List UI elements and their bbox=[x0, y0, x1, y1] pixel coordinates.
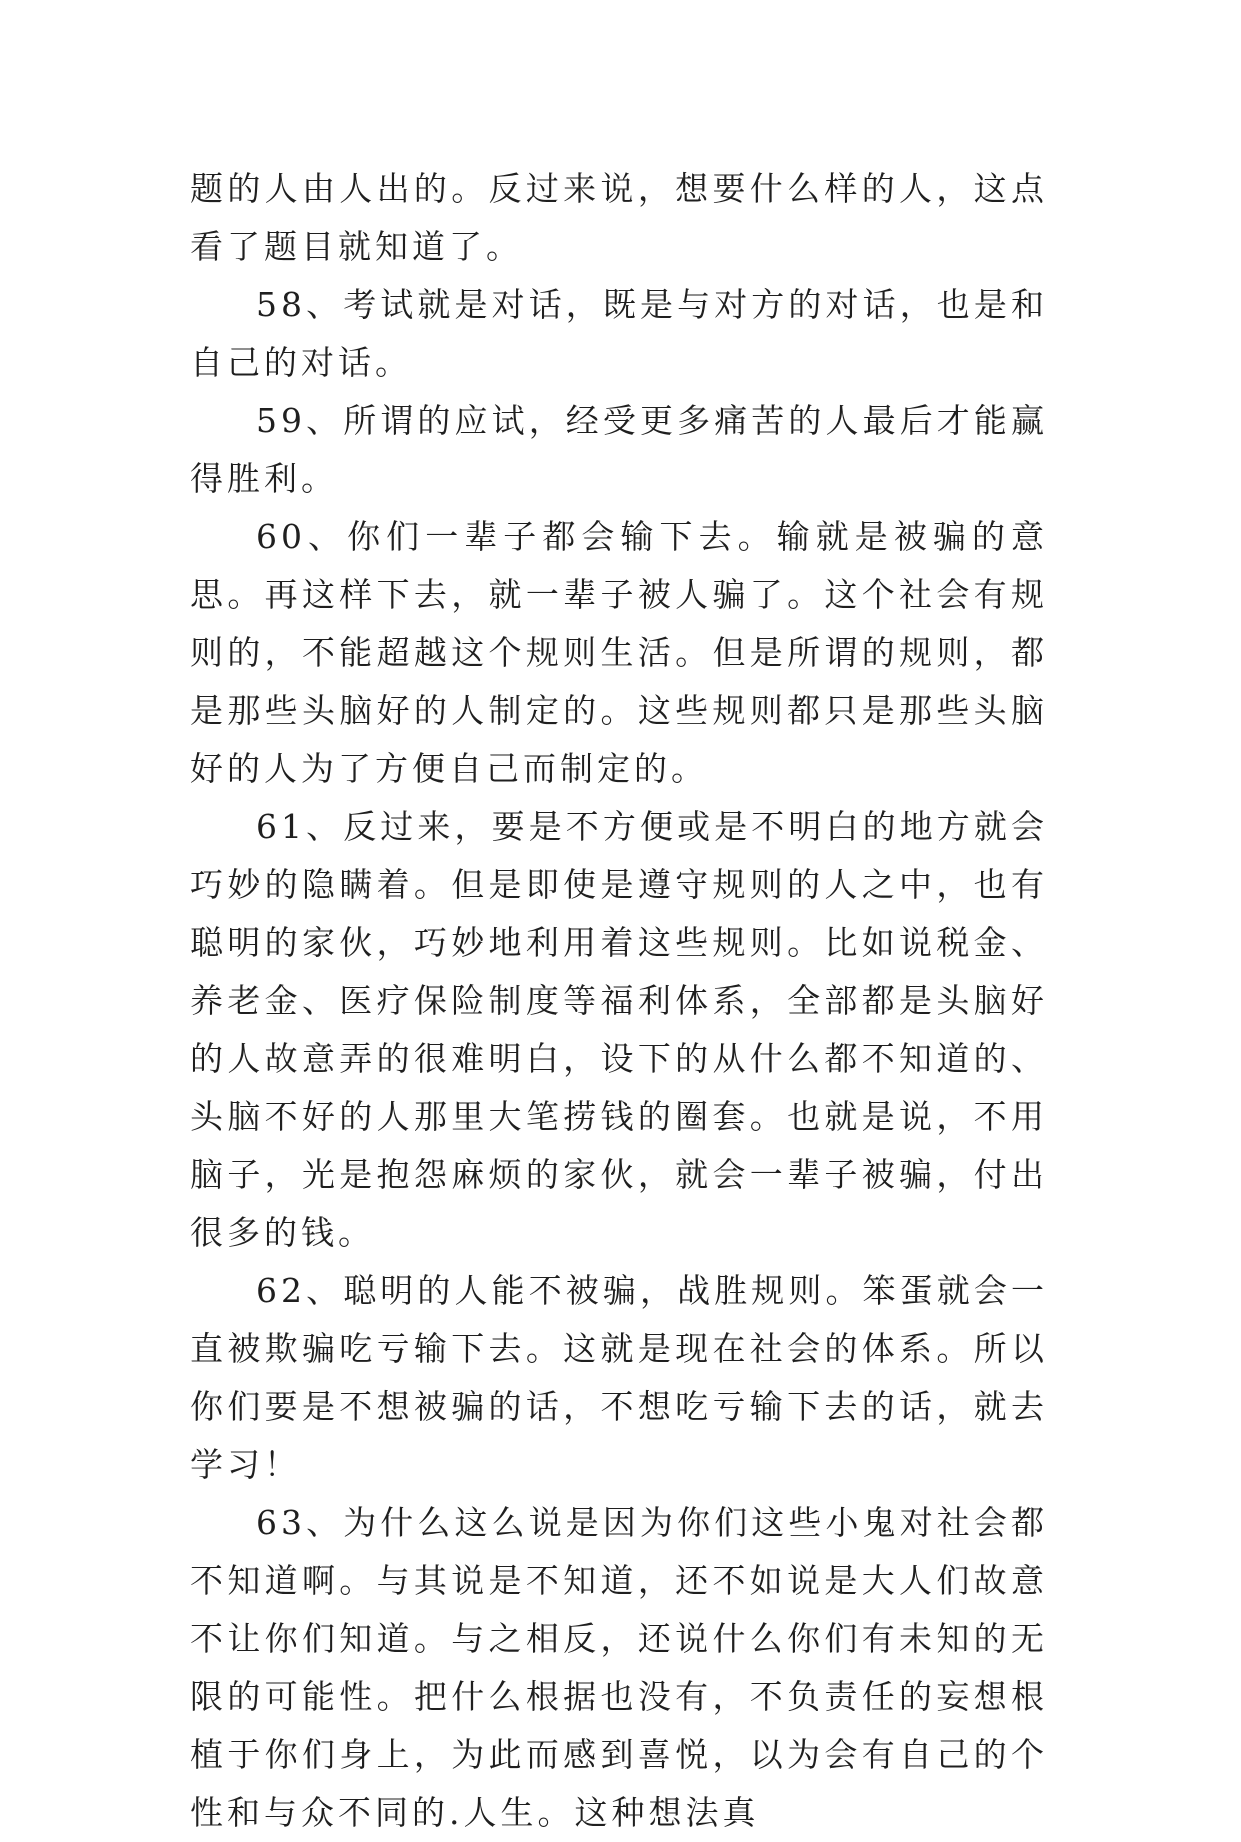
paragraph-item-59: 59、所谓的应试，经受更多痛苦的人最后才能赢得胜利。 bbox=[190, 401, 1048, 498]
paragraph-item-58: 58、考试就是对话，既是与对方的对话，也是和自己的对话。 bbox=[190, 285, 1048, 382]
paragraph-item-60: 60、你们一辈子都会输下去。输就是被骗的意思。再这样下去，就一辈子被人骗了。这个社会有规则的，不能超越这个规则生活。但是所谓的规则，都是那些头脑好的人制定的。这些规则都只是那些头脑好的人为了方便自己而制定的。 bbox=[190, 517, 1048, 788]
paragraph-item-61: 61、反过来，要是不方便或是不明白的地方就会巧妙的隐瞒着。但是即使是遵守规则的人之中，也有聪明的家伙，巧妙地利用着这些规则。比如说税金、养老金、医疗保险制度等福利体系，全部都是头脑好的人故意弄的很难明白，设下的从什么都不知道的、头脑不好的人那里大笔捞钱的圈套。也就是说，不用脑子，光是抱怨麻烦的家伙，就会一辈子被骗，付出很多的钱。 bbox=[190, 807, 1048, 1252]
paragraph-item-62: 62、聪明的人能不被骗，战胜规则。笨蛋就会一直被欺骗吃亏输下去。这就是现在社会的体系。所以你们要是不想被骗的话，不想吃亏输下去的话，就去学习！ bbox=[190, 1271, 1048, 1484]
paragraph-continuation: 题的人由人出的。反过来说，想要什么样的人，这点看了题目就知道了。 bbox=[190, 169, 1048, 266]
document-body bbox=[190, 160, 1048, 1842]
paragraph-item-63: 63、为什么这么说是因为你们这些小鬼对社会都不知道啊。与其说是不知道，还不如说是大人们故意不让你们知道。与之相反，还说什么你们有未知的无限的可能性。把什么根据也没有，不负责任的妄想根植于你们身上，为此而感到喜悦，以为会有自己的个性和与众不同的.人生。这种想法真 bbox=[190, 1503, 1048, 1832]
